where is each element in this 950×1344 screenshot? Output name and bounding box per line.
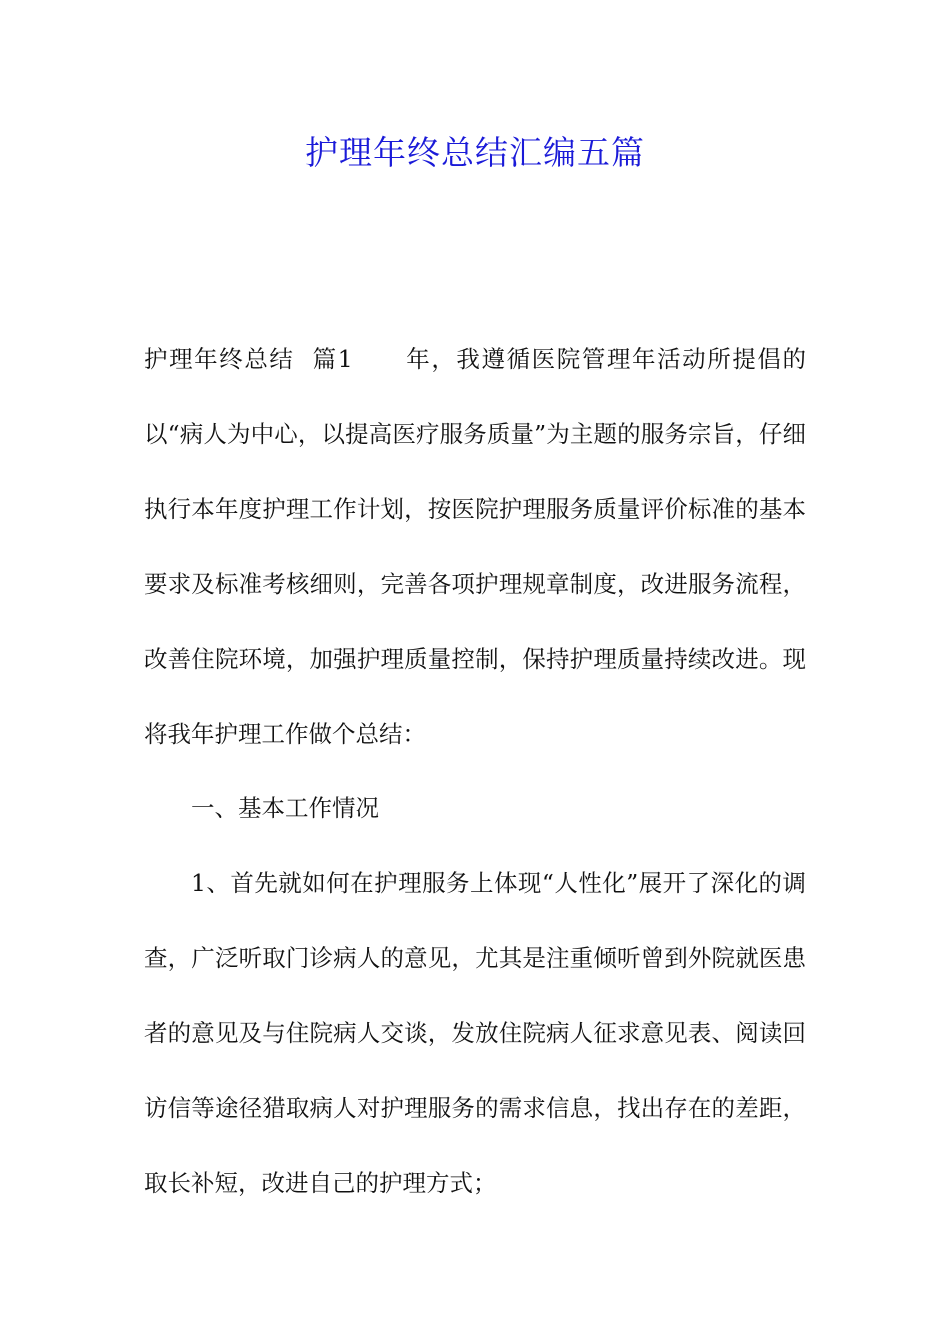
paragraph-3: [144, 846, 806, 1221]
paragraph-1-content: [144, 322, 806, 772]
document-title: 护理年终总结汇编五篇: [305, 133, 645, 172]
paragraph-3-text: 1、首先就如何在护理服务上体现“人性化”展开了深化的调查，广泛听取门诊病人的意见，尤其是注重倾听曾到外院就医患者的意见及与住院病人交谈，发放住院病人征求意见表、阅读回访信等途径猎取病人对护理服务的需求信息，找出存在的差距，取长补短，改进自己的护理方式；: [144, 869, 806, 1197]
paragraph-2: [144, 771, 806, 846]
paragraph-1: [144, 322, 806, 772]
section-heading: 护理年终总结 篇1: [144, 345, 353, 373]
section-subheading: 一、基本工作情况: [191, 794, 379, 822]
paragraph-1-text: 年，我遵循医院管理年活动所提倡的以“病人为中心，以提高医疗服务质量”为主题的服务宗旨，仔细执行本年度护理工作计划，按医院护理服务质量评价标准的基本要求及标准考核细则，完善各项护理规章制度，改进服务流程，改善住院环境，加强护理质量控制，保持护理质量持续改进。现将我年护理工作做个总结：: [144, 345, 806, 748]
